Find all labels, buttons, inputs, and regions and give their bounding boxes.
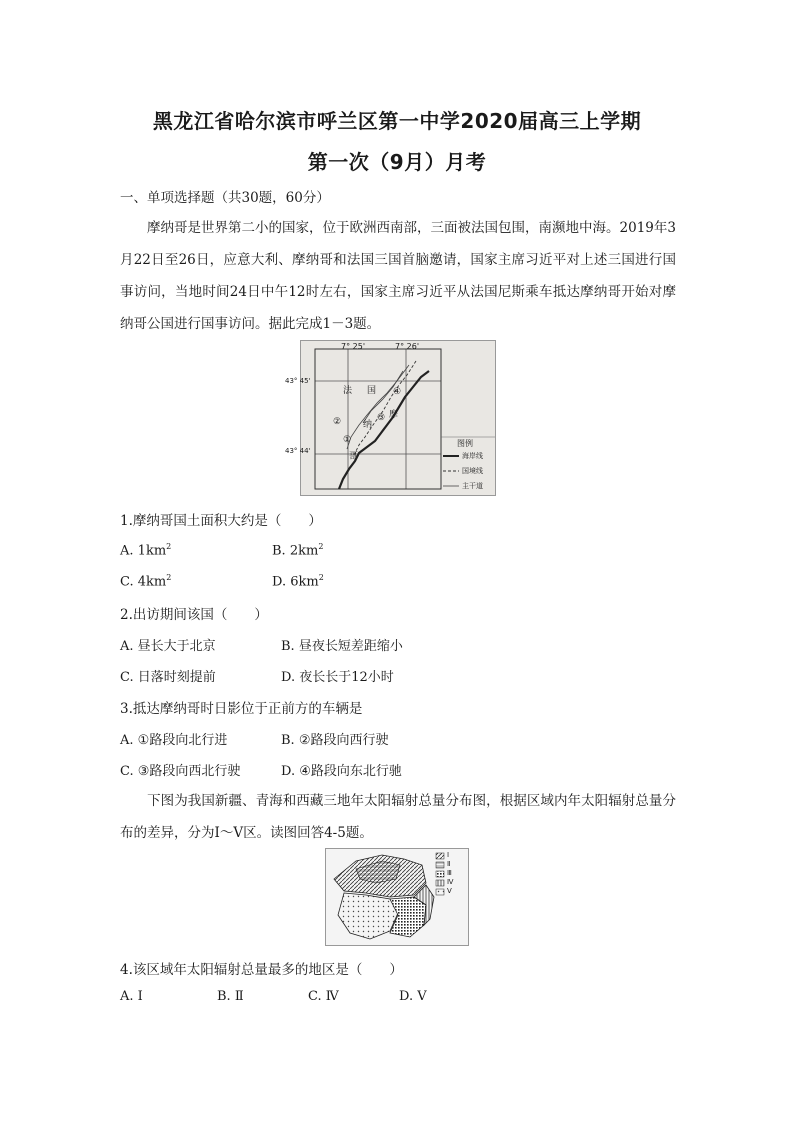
map-lon-label-1: 7° 25': [341, 342, 366, 351]
legend-zone-3: Ⅲ: [447, 869, 452, 877]
option-text: Ⅰ: [137, 989, 143, 1004]
map-legend-coastline: 海岸线: [462, 452, 483, 460]
question-1-option-d: [272, 573, 324, 589]
option-text: 夜长长于12小时: [299, 670, 394, 685]
option-superscript: 2: [318, 573, 324, 582]
option-letter: A.: [120, 733, 134, 748]
legend-zone-1: Ⅰ: [447, 851, 450, 859]
question-2-stem: 2.出访期间该国（ ）: [120, 607, 268, 623]
passage-monaco: [120, 212, 676, 340]
question-3-option-d: [281, 760, 402, 779]
question-2-option-a: [120, 635, 216, 654]
passage-monaco-text: 摩纳哥是世界第二小的国家，位于欧洲西南部，三面被法国包围，南濒地中海。2019年3月22日至26日，应意大利、摩纳哥和法国三国首脑邀请，国家主席习近平对上述三国进行国事访问，当地时间24日中午12时左右，国家主席习近平从法国尼斯乘车抵达摩纳哥开始对摩纳哥公国进行国事访问。据此完成1－3题。: [120, 220, 676, 332]
map-route-4: ④: [393, 387, 402, 397]
option-superscript: 2: [166, 573, 172, 582]
option-superscript: 2: [318, 542, 324, 551]
option-superscript: 2: [166, 542, 172, 551]
option-text: 2km: [289, 543, 319, 559]
option-letter: C.: [120, 574, 134, 590]
option-letter: D.: [272, 574, 287, 590]
passage-solar-radiation-text: 下图为我国新疆、青海和西藏三地年太阳辐射总量分布图，根据区域内年太阳辐射总量分布的差异，分为Ⅰ～Ⅴ区。读图回答4-5题。: [120, 793, 676, 841]
map-route-2: ②: [333, 417, 342, 427]
question-2-option-c: [120, 666, 216, 685]
option-letter: B.: [281, 733, 295, 748]
option-letter: A.: [120, 543, 134, 559]
map-label-guo: 国: [367, 386, 377, 396]
option-letter: C.: [308, 989, 322, 1004]
map-route-1: ①: [343, 435, 352, 445]
question-4-stem: 4.该区域年太阳辐射总量最多的地区是（ ）: [120, 962, 403, 978]
map-lon-label-2: 7° 26': [395, 342, 420, 351]
option-text: 日落时刻提前: [137, 670, 216, 685]
option-text: ①路段向北行进: [137, 733, 228, 748]
question-4-option-c: [308, 989, 339, 1004]
option-text: 6km: [290, 574, 319, 590]
option-letter: D.: [281, 764, 296, 779]
question-4-option-d: [399, 989, 427, 1004]
option-letter: A.: [120, 989, 134, 1004]
option-letter: A.: [120, 639, 134, 654]
question-3-option-b: [281, 729, 388, 748]
section-heading: 一、单项选择题（共30题，60分）: [120, 190, 330, 206]
option-text: 昼长大于北京: [137, 639, 216, 654]
question-4-option-a: [120, 989, 143, 1004]
question-1-option-c: [120, 573, 171, 589]
legend-zone-4: Ⅳ: [447, 878, 454, 886]
option-text: Ⅱ: [234, 989, 244, 1004]
map-label-ge: 哥: [349, 452, 359, 462]
map-legend-road: 主干道: [462, 482, 483, 490]
option-letter: C.: [120, 670, 134, 685]
legend-zone-2: Ⅱ: [447, 860, 451, 868]
question-1-stem: 1.摩纳哥国土面积大约是（ ）: [120, 513, 322, 529]
option-letter: D.: [281, 670, 296, 685]
monaco-map: [285, 340, 496, 496]
option-text: 昼夜长短差距缩小: [298, 639, 403, 654]
question-2-option-d: [281, 666, 394, 685]
map-lat-label-1: 43° 45': [285, 377, 311, 385]
option-letter: B.: [217, 989, 231, 1004]
question-4-option-b: [217, 989, 244, 1004]
option-text: Ⅴ: [417, 989, 427, 1004]
map-legend-border: 国境线: [462, 467, 483, 475]
option-text: ④路段向东北行驰: [299, 764, 402, 779]
option-letter: B.: [272, 543, 286, 559]
map-label-fa: 法: [343, 386, 353, 396]
passage-solar-radiation: [120, 785, 676, 849]
option-text: ③路段向西北行驶: [137, 764, 241, 779]
option-letter: C.: [120, 764, 134, 779]
map-label-mo: 摩: [389, 410, 399, 420]
question-2-option-b: [281, 635, 403, 654]
legend-zone-5: Ⅴ: [447, 887, 452, 895]
option-letter: D.: [399, 989, 414, 1004]
solar-radiation-map: [325, 848, 469, 946]
map-lat-label-2: 43° 44': [285, 447, 311, 455]
question-3-stem: 3.抵达摩纳哥时日影位于正前方的车辆是: [120, 701, 363, 717]
option-text: 1km: [137, 543, 167, 559]
option-letter: B.: [281, 639, 295, 654]
question-1-option-a: [120, 542, 171, 558]
option-text: ②路段向西行驶: [298, 733, 389, 748]
question-3-option-a: [120, 729, 227, 748]
map-legend-title: 图例: [457, 439, 473, 448]
exam-subtitle: 第一次（9月）月考: [307, 150, 487, 174]
option-text: 4km: [137, 574, 167, 590]
question-3-option-c: [120, 760, 240, 779]
question-1-option-b: [272, 542, 323, 558]
exam-title: 黑龙江省哈尔滨市呼兰区第一中学2020届高三上学期: [152, 109, 642, 133]
map-route-3: ③: [377, 413, 386, 423]
option-text: Ⅳ: [325, 989, 339, 1004]
map-label-na: 纳: [363, 420, 373, 430]
